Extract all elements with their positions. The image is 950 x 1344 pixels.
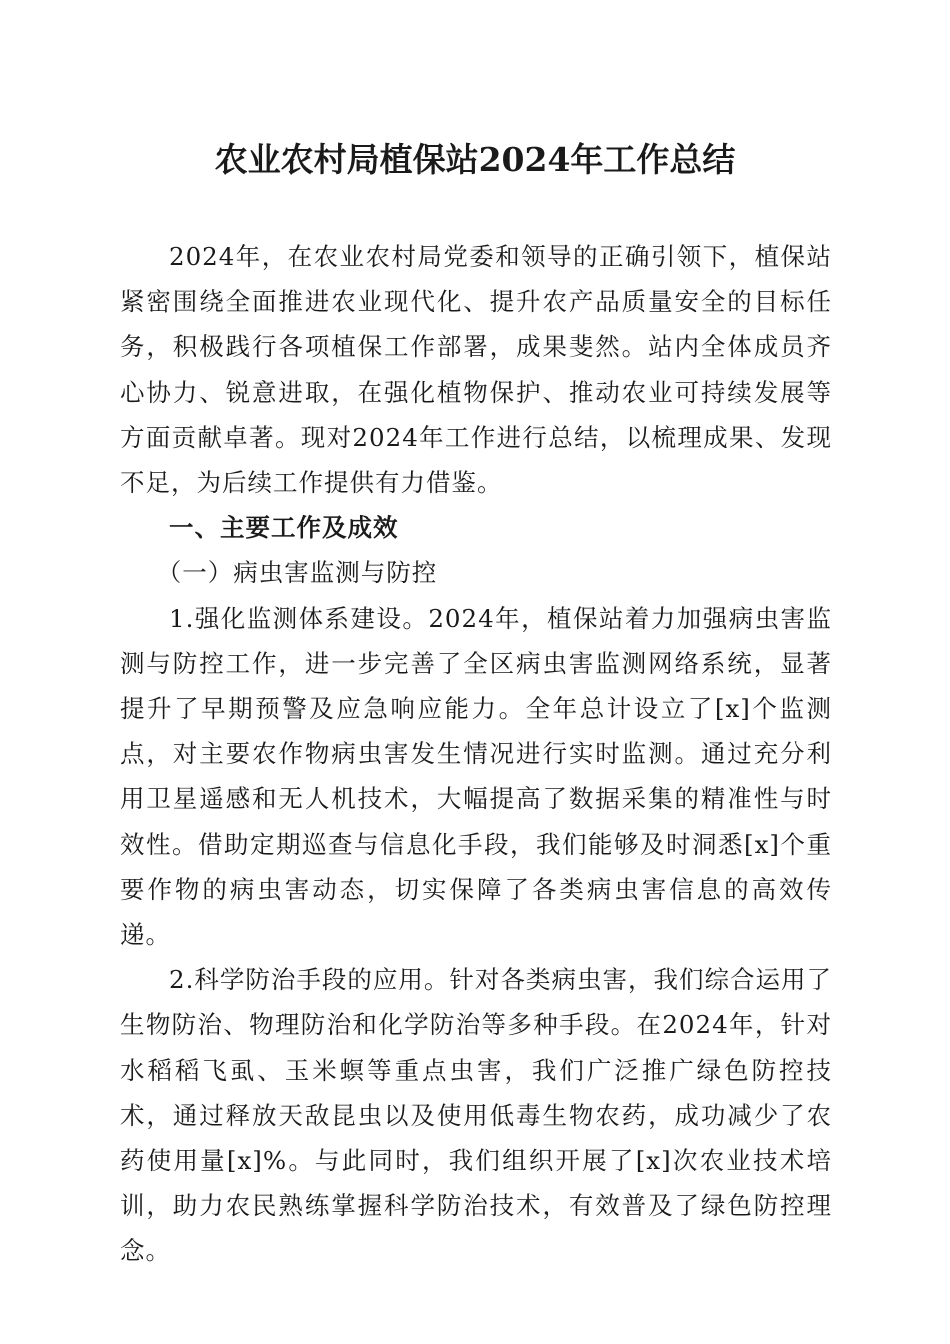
document-title: 农业农村局植保站2024年工作总结 [214, 140, 736, 179]
subsection-heading-pest-monitoring: （一）病虫害监测与防控 [156, 558, 438, 588]
intro-paragraph: 2024年，在农业农村局党委和领导的正确引领下，植保站紧密围绕全面推进农业现代化、提升农产品质量安全的目标任务，积极践行各项植保工作部署，成果斐然。站内全体成员齐心协力、锐意进取，在强化植物保护、推动农业可持续发展等方面贡献卓著。现对2024年工作进行总结，以梳理成果、发现不足，为后续工作提供有力借鉴。 [120, 242, 832, 498]
item-paragraph-scientific-control: 2.科学防治手段的应用。针对各类病虫害，我们综合运用了生物防治、物理防治和化学防治等多种手段。在2024年，针对水稻稻飞虱、玉米螟等重点虫害，我们广泛推广绿色防控技术，通过释放天敌昆虫以及使用低毒生物农药，成功减少了农药使用量[x]%。与此同时，我们组织开展了[x]次农业技术培训，助力农民熟练掌握科学防治技术，有效普及了绿色防控理念。 [120, 965, 832, 1266]
item-paragraph-monitoring-system: 1.强化监测体系建设。2024年，植保站着力加强病虫害监测与防控工作，进一步完善了全区病虫害监测网络系统，显著提升了早期预警及应急响应能力。全年总计设立了[x]个监测点，对主要农作物病虫害发生情况进行实时监测。通过充分利用卫星遥感和无人机技术，大幅提高了数据采集的精准性与时效性。借助定期巡查与信息化手段，我们能够及时洞悉[x]个重要作物的病虫害动态，切实保障了各类病虫害信息的高效传递。 [120, 603, 832, 950]
section-heading-main-work: 一、主要工作及成效 [169, 513, 399, 543]
document-body [120, 234, 832, 1274]
